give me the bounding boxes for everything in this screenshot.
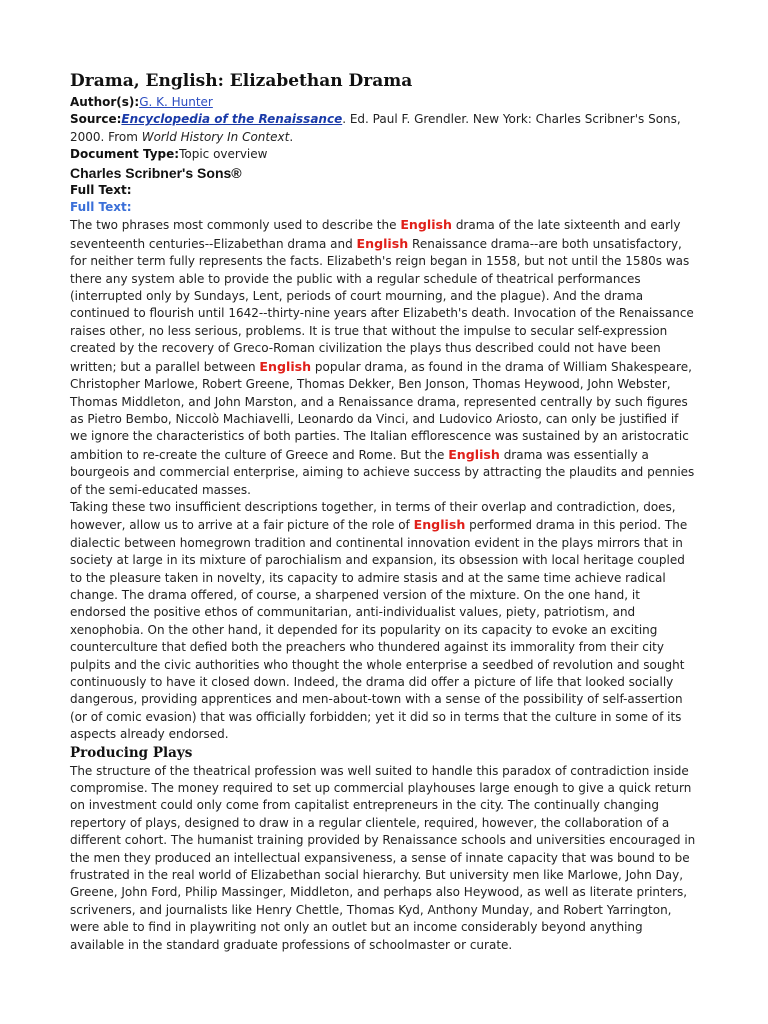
paragraph-text: drama of the late sixteenth and early seventeenth centuries--Elizabethan drama and [70,218,681,251]
fulltext-label-primary: Full Text: [70,182,132,197]
publisher-name: Charles Scribner's Sons® [70,164,242,181]
section-paragraph: The structure of the theatrical profession was well suited to handle this paradox of contradiction inside compromise. The money required to set up commercial playhouses large enough to give a quick return on investment could only come from capitalist entrepreneurs in the city. The continually changing repertory of plays, designed to draw in a regular clientele, required, however, the collaboration of a different cohort. The humanist training provided by Renaissance schools and universities encouraged in the men they produced an intellectual expansiveness, a sense of innate capacity that was bound to be frustrated in the real world of Elizabethan social hierarchy. But university men like Marlowe, John Day, Greene, John Ford, Philip Massinger, Middleton, and perhaps also Heywood, as well as literate printers, scriveners, and journalists like Henry Chettle, Thomas Kyd, Anthony Munday, and Robert Yarrington, were able to find in playwriting not only an outlet but an income considerably beyond anything available in the standard graduate professions of schoolmaster or curate. [70,763,696,952]
paragraph-text: performed drama in this period. The dialectic between homegrown tradition and continental innovation evident in the plays mirrors that in society at large in its mixture of parochialism and expansion, its obsession with local heritage coupled to the pleasure taken in novelty, its capacity to admire stasis and at the same time achieve radical change. The drama offered, of course, a sharpened version of the mixture. On the one hand, it endorsed the positive ethos of communitarian, anti-individualist values, piety, patriotism, and xenophobia. On the other hand, it depended for its popularity on its capacity to evoke an exciting counterculture that defied both the preachers who thundered against its immorality from their city pulpits and the civic authorities who thought the whole enterprise a seedbed of revolution and sought continuously to have it closed down. Indeed, the drama did offer a picture of life that looked socially dangerous, providing apprentices and men-about-town with a sense of the possibility of self-assertion (or of comic evasion) that was officially forbidden; yet it did so in terms that the culture in some of its aspects already endorsed. [70,518,688,742]
body-paragraph [70,499,696,744]
paragraph-text: The two phrases most commonly used to describe the [70,218,401,233]
body-text [70,216,696,743]
search-term-highlight: English [259,358,312,374]
fulltext-label-secondary: Full Text: [70,200,132,215]
source-end: . [289,129,294,144]
source-database: World History In Context [141,129,290,144]
author-link[interactable]: G. K. Hunter [139,95,213,109]
search-term-highlight: English [356,235,409,251]
doctype-line [70,146,696,163]
source-text: . Ed. Paul F. Grendler. New York: Charles Scribner's Sons, 2000. From [70,112,681,144]
paragraph-text: Taking these two insufficient descriptions together, in terms of their overlap and contradiction, does, however, allow us to arrive at a fair picture of the role of [70,499,676,533]
document-page [70,70,696,954]
source-line [70,111,696,146]
author-label: Author(s): [70,95,140,109]
document-title: Drama, English: Elizabethan Drama [70,71,413,91]
paragraph-text: drama was essentially a bourgeois and commercial enterprise, aiming to achieve success by attracting the plaudits and pennies of the semi-educated masses. [70,447,695,497]
source-label: Source: [70,112,122,127]
search-term-highlight: English [448,446,500,462]
doctype-value: Topic overview [179,147,268,162]
section-heading: Producing Plays [70,744,193,761]
body-paragraph [70,216,696,499]
author-line [70,94,696,111]
doctype-label: Document Type: [70,147,180,162]
paragraph-text: popular drama, as found in the drama of William Shakespeare, Christopher Marlowe, Robert Greene, Thomas Dekker, Ben Jonson, Thomas Heywood, John Webster, Thomas Middleton, and John Marston, and a Renaissance drama, represented centrally by such figures as Pietro Bembo, Niccolò Machiavelli, Leonardo da Vinci, and Ludovico Ariosto, can only be justified if we ignore the characteristics of both parties. The Italian efflorescence was sustained by an aristocratic ambition to re-create the culture of Greece and Rome. But the [70,359,692,462]
source-link[interactable]: Encyclopedia of the Renaissance [121,112,343,127]
paragraph-text: Renaissance drama--are both unsatisfactory, for neither term fully represents the facts. Elizabeth's reign began in 1558, but not until the 1580s was there any system able to provide the public with a regular schedule of theatrical performances (interrupted only by Sundays, Lent, periods of court mourning, and the plague). And the drama continued to flourish until 1642--thirty-nine years after Elizabeth's death. Invocation of the Renaissance raises other, no less serious, problems. It is true that without the impulse to secular self-expression created by the recovery of Greco-Roman civilization the plays thus described could not have been written; but a parallel between [70,236,694,374]
search-term-highlight: English [400,217,452,233]
search-term-highlight: English [413,517,466,533]
